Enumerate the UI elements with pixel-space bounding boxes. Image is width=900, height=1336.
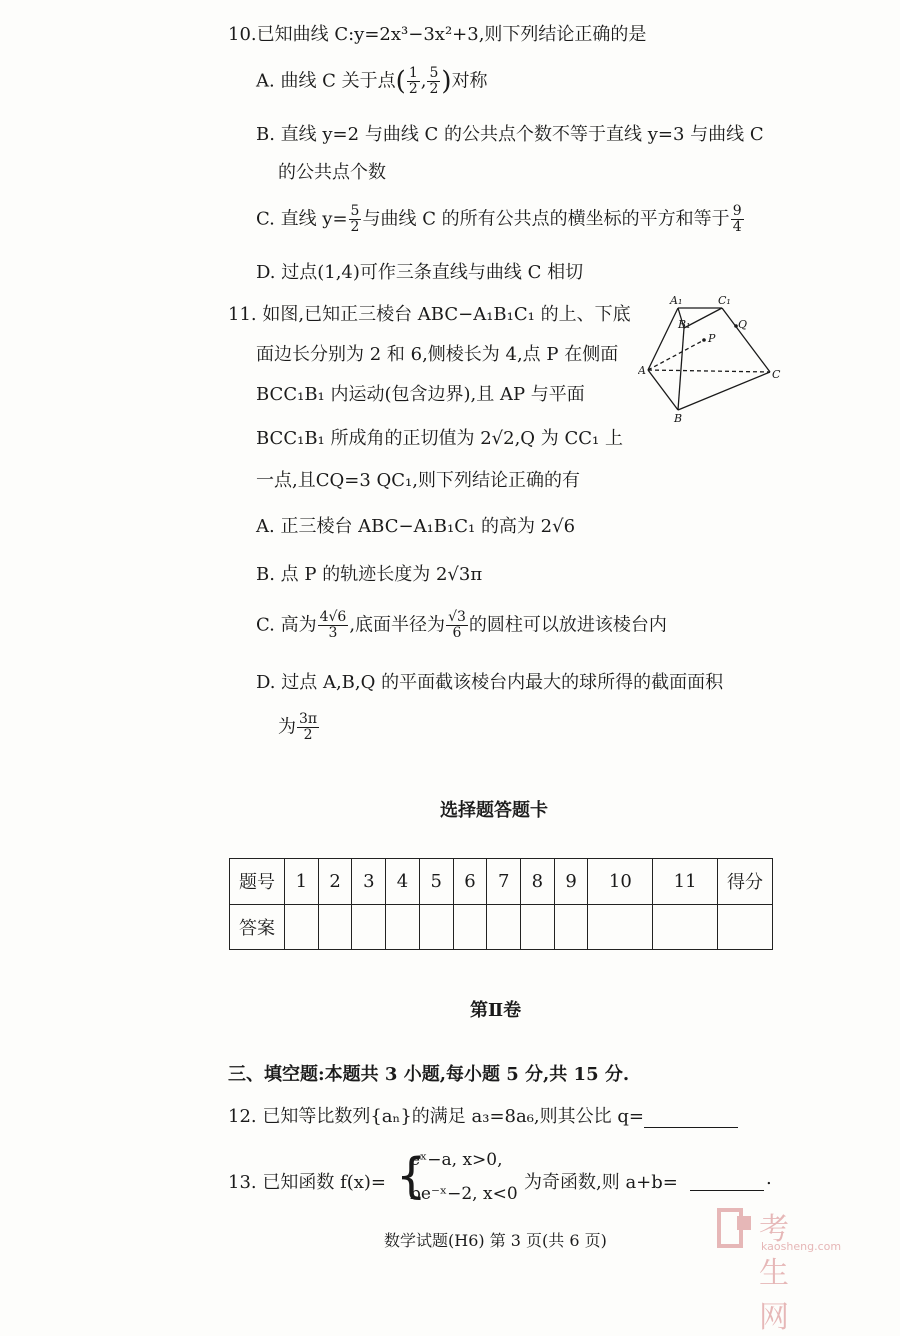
label-b: B [674,412,683,425]
q10-option-d: D. 过点(1,4)可作三条直线与曲线 C 相切 [256,262,584,283]
header-cell: 5 [419,859,453,905]
q11-line5: 一点,且CQ=3 QC₁,则下列结论正确的有 [256,470,580,491]
part2-title: 第Ⅱ卷 [470,1000,522,1021]
answer-cell[interactable] [318,904,352,950]
answer-cell[interactable] [419,904,453,950]
label-c1: C₁ [718,294,731,307]
header-cell: 7 [487,859,521,905]
edge-bc [678,372,770,410]
watermark-text: 考生网 [759,1212,791,1335]
q11-line1: 11. 如图,已知正三棱台 ABC−A₁B₁C₁ 的上、下底 [228,304,631,325]
answer-cell[interactable] [285,904,319,950]
label-b1: B₁ [678,318,691,331]
watermark-url: kaosheng.com [761,1240,842,1253]
answer-card-table [229,858,773,950]
edge-a1a [648,308,678,370]
q13-answer-blank[interactable] [690,1170,764,1191]
answer-cell[interactable] [487,904,521,950]
q11-line3: BCC₁B₁ 内运动(包含边界),且 AP 与平面 [256,384,585,405]
score-cell[interactable] [718,904,773,950]
q11-line4: BCC₁B₁ 所成角的正切值为 2√2,Q 为 CC₁ 上 [256,428,623,449]
edge-ab [648,370,678,410]
watermark-icon [717,1206,755,1250]
q12: 12. 已知等比数列{aₙ}的满足 a₃=8a₆,则其公比 q= [228,1102,738,1128]
q11-option-d-line1: D. 过点 A,B,Q 的平面截该棱台内最大的球所得的截面面积 [256,672,724,693]
segment-ap [648,340,704,370]
q10-option-a: A. 曲线 C 关于点( $\frac{1}{2}$ , $\frac{5}{2}$ )对称 [256,65,488,97]
label-c: C [772,368,781,381]
label-p: P [708,332,716,345]
q10-option-c: C. 直线 y= $\frac{5}{2}$ 与曲线 C 的所有公共点的横坐标的平方和等于 $\frac{9}{4}$ [256,203,742,235]
answer-cell[interactable] [352,904,386,950]
answer-card-answer-row [230,904,773,950]
q10-option-b-line1: B. 直线 y=2 与曲线 C 的公共点个数不等于直线 y=3 与曲线 C [256,124,764,145]
header-cell: 4 [386,859,420,905]
header-cell: 1 [285,859,319,905]
q11-option-c: C. 高为 $\frac{4√6}{3}$ ,底面半径为 $\frac{√3}{6}$ 的圆柱可以放进该棱台内 [256,609,667,641]
q12-answer-blank[interactable] [644,1107,738,1128]
edge-ac-hidden [648,370,770,372]
answer-row-label: 答案 [230,904,285,950]
answer-cell[interactable] [453,904,487,950]
page-footer: 数学试题(H6) 第 3 页(共 6 页) [384,1231,607,1250]
frustum-figure [638,292,788,426]
header-cell: 9 [554,859,588,905]
q11-line2: 面边长分别为 2 和 6,侧棱长为 4,点 P 在侧面 [256,344,619,365]
answer-cell[interactable] [653,904,718,950]
label-q: Q [738,318,748,331]
q11-option-d-line2: 为 $\frac{3\pi}{2}$ [278,711,318,743]
label-a1: A₁ [670,294,683,307]
q13-case1: eˣ−a, x>0, [410,1150,503,1170]
answer-cell[interactable] [554,904,588,950]
answer-card-title: 选择题答题卡 [440,800,548,821]
header-cell: 得分 [718,859,773,905]
section3-heading: 三、填空题:本题共 3 小题,每小题 5 分,共 15 分. [228,1064,630,1085]
q13-case2: be⁻ˣ−2, x<0 [410,1184,518,1204]
q10-stem: 10.已知曲线 C:y=2x³−3x²+3,则下列结论正确的是 [228,24,647,45]
header-cell: 10 [588,859,653,905]
label-a: A [638,364,646,377]
piecewise-brace: { [396,1148,427,1204]
answer-cell[interactable] [386,904,420,950]
q11-option-b: B. 点 P 的轨迹长度为 2√3π [256,564,483,585]
edge-b1b [678,328,684,410]
header-cell: 3 [352,859,386,905]
q11-option-a: A. 正三棱台 ABC−A₁B₁C₁ 的高为 2√6 [256,516,576,537]
header-cell: 6 [453,859,487,905]
point-p [702,338,706,342]
header-cell: 题号 [230,859,285,905]
answer-card-header-row [230,859,773,905]
q10-option-b-line2: 的公共点个数 [278,162,386,183]
answer-cell[interactable] [588,904,653,950]
header-cell: 2 [318,859,352,905]
answer-cell[interactable] [521,904,555,950]
header-cell: 8 [521,859,555,905]
header-cell: 11 [653,859,718,905]
